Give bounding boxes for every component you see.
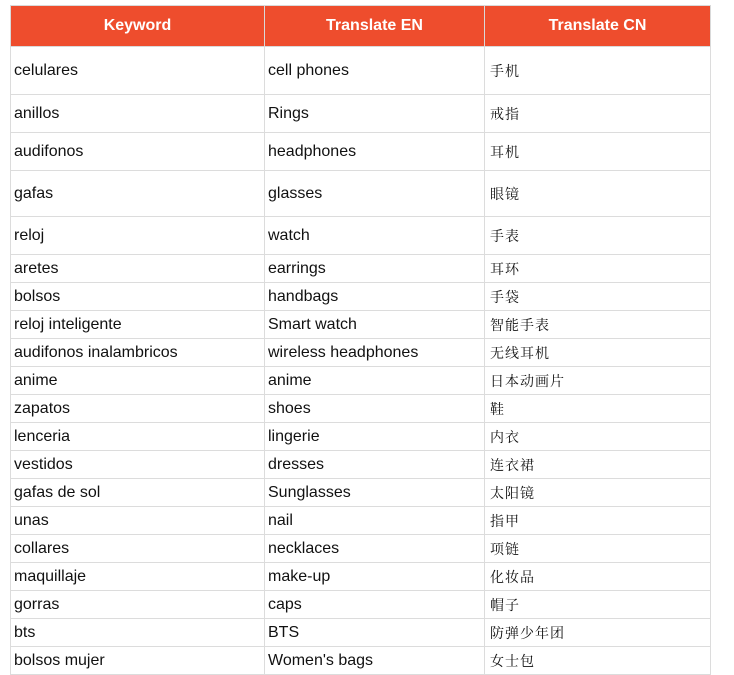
- translate-en-cell: handbags: [265, 283, 485, 311]
- keyword-translation-table: [10, 5, 711, 675]
- table-row: [11, 647, 711, 675]
- translate-cn-cell: 日本动画片: [485, 367, 711, 395]
- translate-cn-cell: 手袋: [485, 283, 711, 311]
- translate-en-cell: anime: [265, 367, 485, 395]
- header-translate-cn: Translate CN: [485, 6, 711, 47]
- translate-cn-cell: 耳环: [485, 255, 711, 283]
- header-translate-en: Translate EN: [265, 6, 485, 47]
- translate-en-cell: headphones: [265, 133, 485, 171]
- translate-cn-cell: 项链: [485, 535, 711, 563]
- keyword-cell: anillos: [11, 95, 265, 133]
- translate-en-cell: lingerie: [265, 423, 485, 451]
- keyword-cell: vestidos: [11, 451, 265, 479]
- table-row: [11, 47, 711, 95]
- table-row: [11, 451, 711, 479]
- keyword-cell: gafas de sol: [11, 479, 265, 507]
- table-row: [11, 395, 711, 423]
- table-row: [11, 367, 711, 395]
- translate-en-cell: earrings: [265, 255, 485, 283]
- keyword-cell: zapatos: [11, 395, 265, 423]
- translate-en-cell: Sunglasses: [265, 479, 485, 507]
- keyword-cell: lenceria: [11, 423, 265, 451]
- keyword-cell: celulares: [11, 47, 265, 95]
- table-row: [11, 507, 711, 535]
- table-header-row: [11, 6, 711, 47]
- translate-cn-cell: 鞋: [485, 395, 711, 423]
- translate-cn-cell: 戒指: [485, 95, 711, 133]
- keyword-cell: anime: [11, 367, 265, 395]
- keyword-cell: reloj: [11, 217, 265, 255]
- keyword-cell: audifonos: [11, 133, 265, 171]
- translate-cn-cell: 无线耳机: [485, 339, 711, 367]
- table-row: [11, 423, 711, 451]
- keyword-cell: unas: [11, 507, 265, 535]
- translate-en-cell: caps: [265, 591, 485, 619]
- translate-cn-cell: 连衣裙: [485, 451, 711, 479]
- translate-en-cell: BTS: [265, 619, 485, 647]
- translate-en-cell: dresses: [265, 451, 485, 479]
- keyword-cell: aretes: [11, 255, 265, 283]
- translate-cn-cell: 帽子: [485, 591, 711, 619]
- table-row: [11, 95, 711, 133]
- table-row: [11, 535, 711, 563]
- translate-cn-cell: 防弹少年团: [485, 619, 711, 647]
- translate-cn-cell: 耳机: [485, 133, 711, 171]
- keyword-cell: reloj inteligente: [11, 311, 265, 339]
- translate-en-cell: wireless headphones: [265, 339, 485, 367]
- keyword-cell: maquillaje: [11, 563, 265, 591]
- table-row: [11, 339, 711, 367]
- keyword-cell: bts: [11, 619, 265, 647]
- table-row: [11, 171, 711, 217]
- translate-en-cell: watch: [265, 217, 485, 255]
- translate-cn-cell: 眼镜: [485, 171, 711, 217]
- header-keyword: Keyword: [11, 6, 265, 47]
- table-row: [11, 563, 711, 591]
- translate-en-cell: make-up: [265, 563, 485, 591]
- translate-cn-cell: 手表: [485, 217, 711, 255]
- translate-cn-cell: 手机: [485, 47, 711, 95]
- table-row: [11, 217, 711, 255]
- keyword-cell: audifonos inalambricos: [11, 339, 265, 367]
- translate-en-cell: Smart watch: [265, 311, 485, 339]
- table-row: [11, 311, 711, 339]
- keyword-cell: collares: [11, 535, 265, 563]
- translate-en-cell: glasses: [265, 171, 485, 217]
- translate-cn-cell: 女士包: [485, 647, 711, 675]
- table-row: [11, 283, 711, 311]
- table-row: [11, 591, 711, 619]
- translate-en-cell: necklaces: [265, 535, 485, 563]
- translate-en-cell: nail: [265, 507, 485, 535]
- translate-en-cell: shoes: [265, 395, 485, 423]
- table-row: [11, 255, 711, 283]
- keyword-translation-table-container: [10, 5, 710, 675]
- translate-cn-cell: 化妆品: [485, 563, 711, 591]
- translate-en-cell: Rings: [265, 95, 485, 133]
- table-row: [11, 479, 711, 507]
- keyword-cell: bolsos mujer: [11, 647, 265, 675]
- keyword-cell: bolsos: [11, 283, 265, 311]
- translate-cn-cell: 指甲: [485, 507, 711, 535]
- translate-cn-cell: 内衣: [485, 423, 711, 451]
- keyword-cell: gorras: [11, 591, 265, 619]
- translate-en-cell: cell phones: [265, 47, 485, 95]
- keyword-cell: gafas: [11, 171, 265, 217]
- translate-en-cell: Women's bags: [265, 647, 485, 675]
- table-row: [11, 133, 711, 171]
- translate-cn-cell: 太阳镜: [485, 479, 711, 507]
- translate-cn-cell: 智能手表: [485, 311, 711, 339]
- table-row: [11, 619, 711, 647]
